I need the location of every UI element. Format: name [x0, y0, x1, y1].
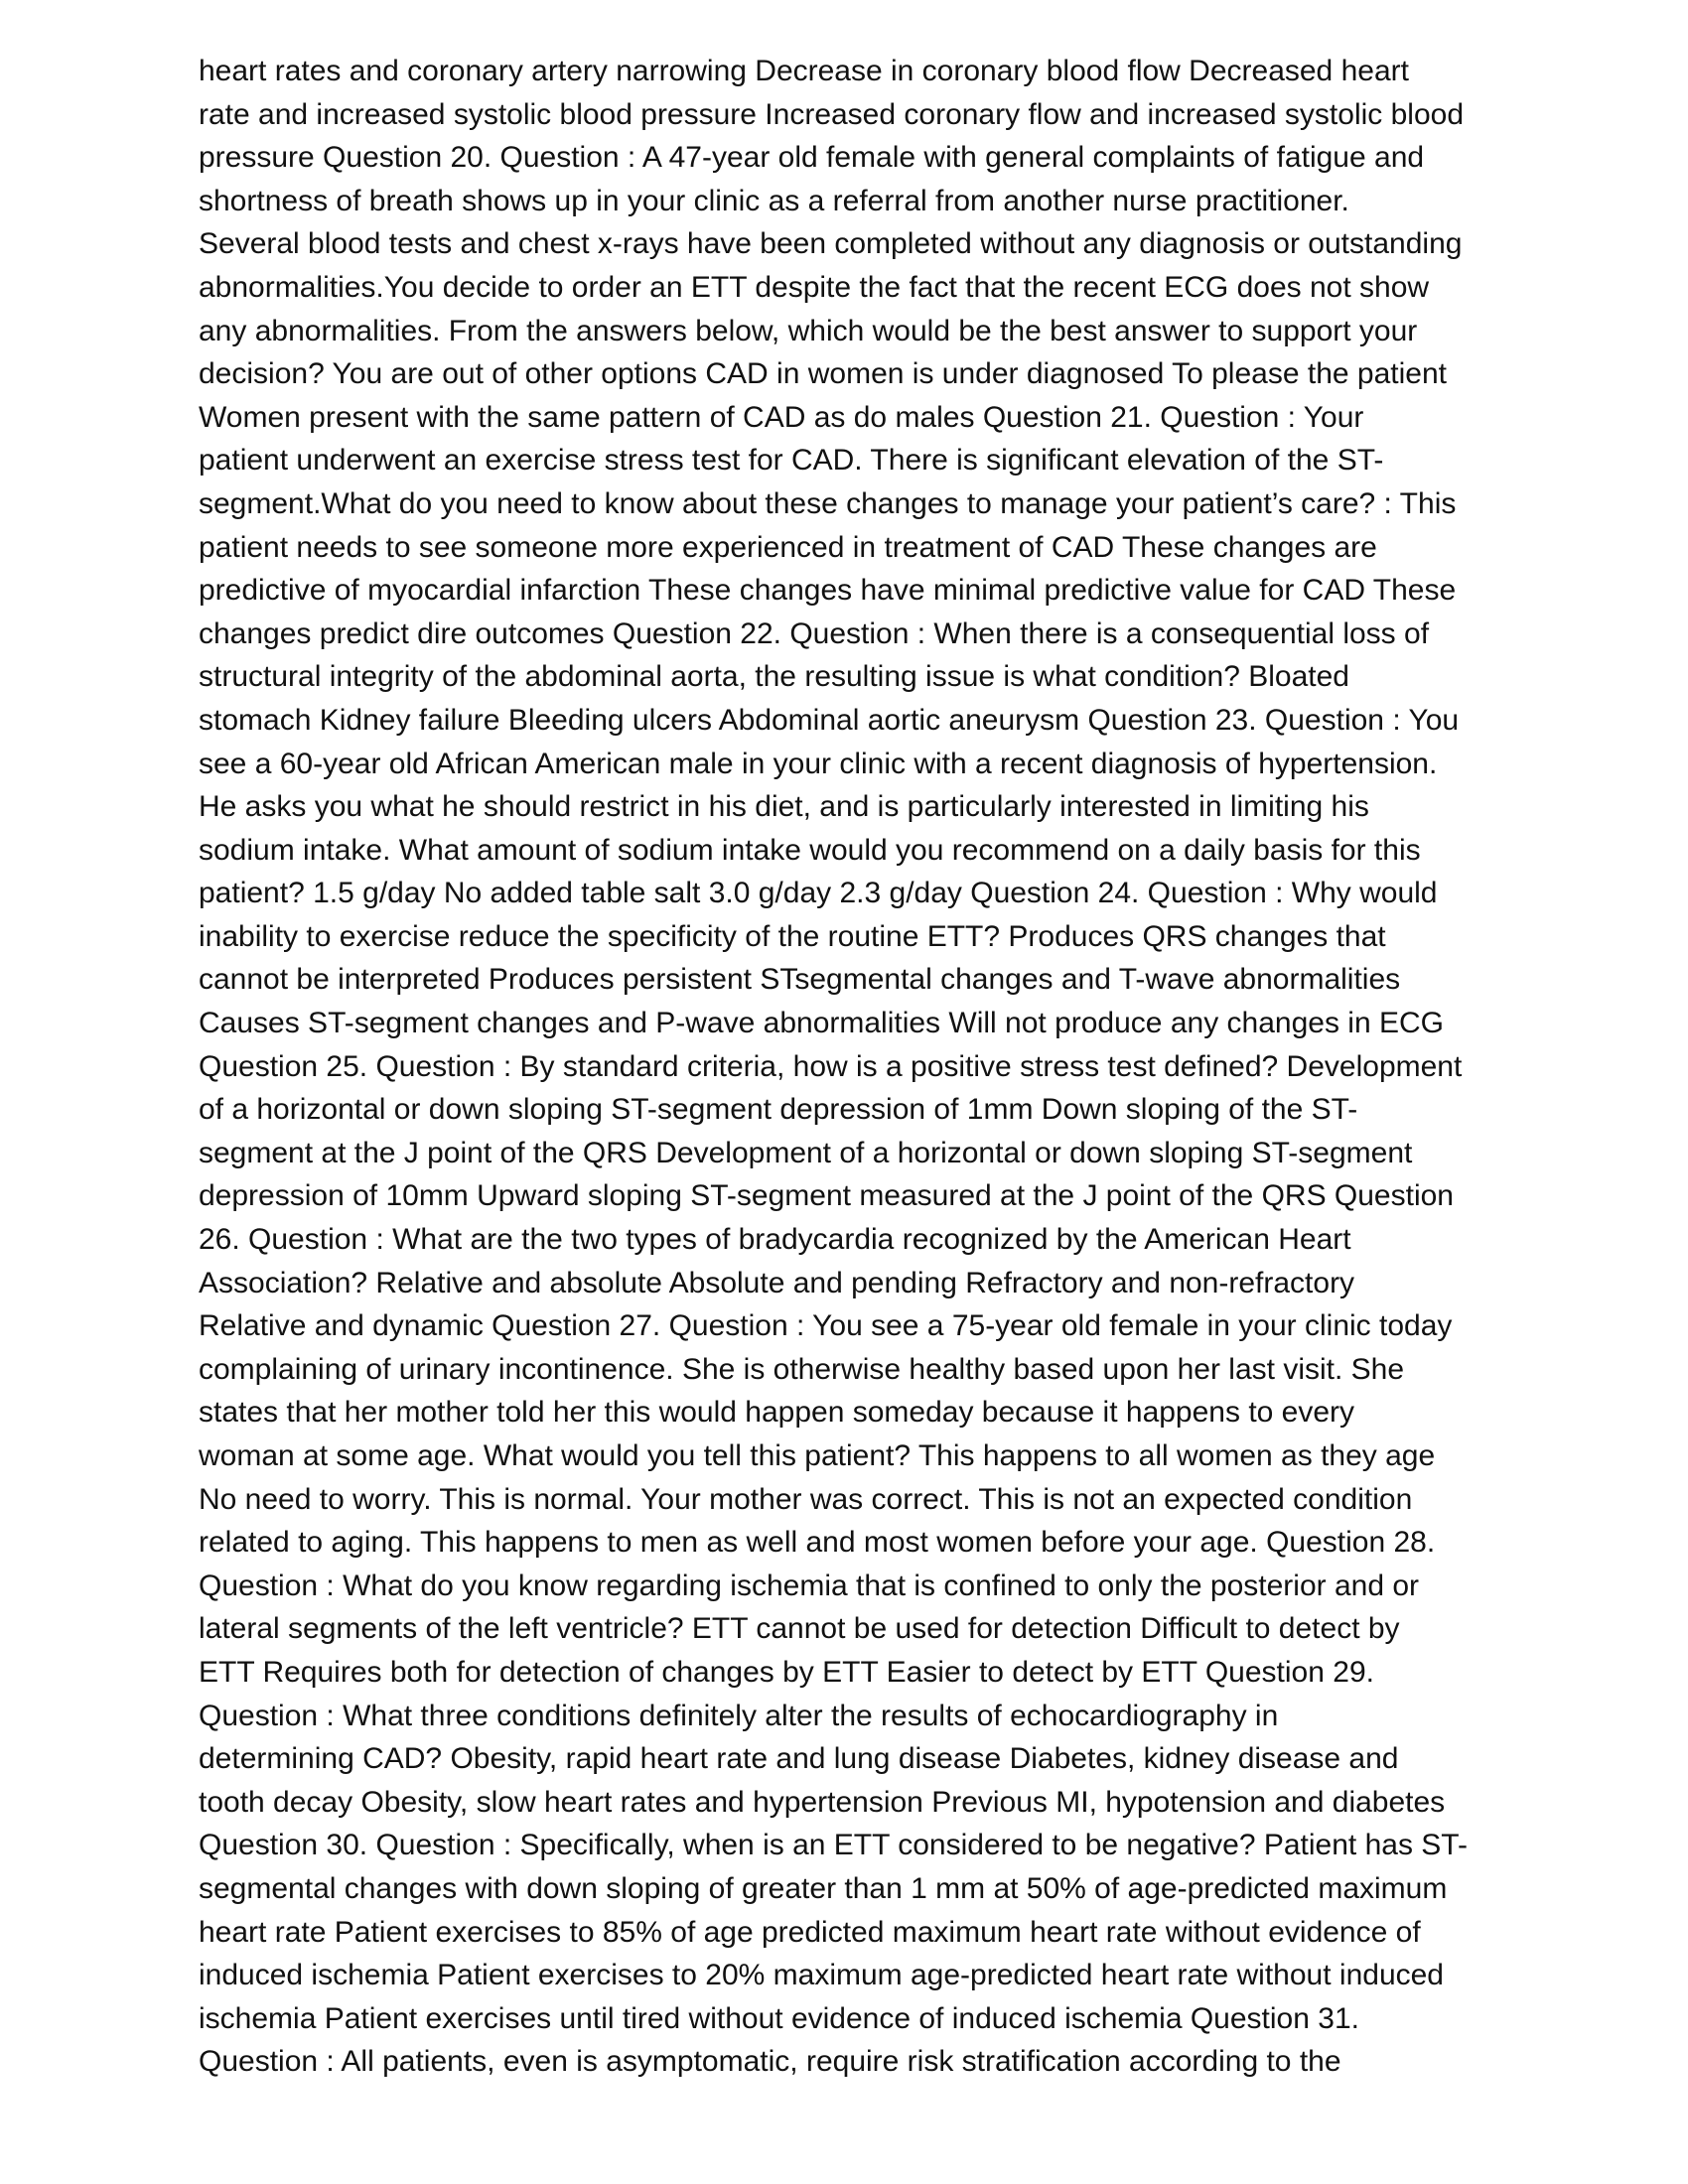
text-line: Question : What do you know regarding ischemia that is confined to only the posterior and or: [199, 1569, 1420, 1602]
text-line: pressure Question 20. Question : A 47-year old female with general complaints of fatigue and: [199, 141, 1425, 175]
text-line: heart rates and coronary artery narrowing Decrease in coronary blood flow Decreased heart: [199, 55, 1409, 87]
text-line: Women present with the same pattern of CAD as do males Question 21. Question : Your: [199, 400, 1364, 434]
document-body-text: [199, 50, 1489, 2084]
text-line: Question : All patients, even is asymptomatic, require risk stratification according to the: [199, 2045, 1341, 2079]
text-line: patient underwent an exercise stress test for CAD. There is significant elevation of the ST-: [199, 444, 1384, 478]
text-line: induced ischemia Patient exercises to 20% maximum age-predicted heart rate without induced: [199, 1959, 1444, 1992]
text-line: cannot be interpreted Produces persistent STsegmental changes and T-wave abnormalities: [199, 963, 1401, 997]
text-line: 26. Question : What are the two types of bradycardia recognized by the American Heart: [199, 1223, 1351, 1257]
text-line: depression of 10mm Upward sloping ST-segment measured at the J point of the QRS Question: [199, 1179, 1454, 1213]
text-line: Causes ST-segment changes and P-wave abnormalities Will not produce any changes in ECG: [199, 1007, 1444, 1040]
text-line: ischemia Patient exercises until tired without evidence of induced ischemia Question 31.: [199, 2001, 1359, 2035]
text-line: shortness of breath shows up in your clinic as a referral from another nurse practitioner.: [199, 184, 1349, 217]
text-line: of a horizontal or down sloping ST-segment depression of 1mm Down sloping of the ST-: [199, 1093, 1358, 1127]
text-line: segmental changes with down sloping of greater than 1 mm at 50% of age-predicted maximum: [199, 1871, 1448, 1905]
text-line: Relative and dynamic Question 27. Question : You see a 75-year old female in your clinic today: [199, 1309, 1453, 1343]
text-line: tooth decay Obesity, slow heart rates and hypertension Previous MI, hypotension and diabetes: [199, 1785, 1446, 1819]
text-line: patient needs to see someone more experienced in treatment of CAD These changes are: [199, 530, 1377, 564]
text-line: inability to exercise reduce the specificity of the routine ETT? Produces QRS changes that: [199, 919, 1386, 953]
text-line: Several blood tests and chest x-rays have been completed without any diagnosis or outstanding: [199, 227, 1463, 261]
text-line: heart rate Patient exercises to 85% of age predicted maximum heart rate without evidence of: [199, 1915, 1421, 1949]
text-line: predictive of myocardial infarction These changes have minimal predictive value for CAD These: [199, 574, 1457, 608]
text-line: any abnormalities. From the answers below, which would be the best answer to support your: [199, 314, 1418, 347]
text-line: changes predict dire outcomes Question 22. Question : When there is a consequential loss of: [199, 616, 1430, 650]
text-line: structural integrity of the abdominal aorta, the resulting issue is what condition? Bloated: [199, 660, 1349, 694]
text-line: states that her mother told her this would happen someday because it happens to every: [199, 1396, 1355, 1430]
text-line: Question : What three conditions definitely alter the results of echocardiography in: [199, 1699, 1279, 1732]
text-line: segment.What do you need to know about these changes to manage your patient’s care? : This: [199, 486, 1457, 520]
text-line: related to aging. This happens to men as well and most women before your age. Question 28.: [199, 1526, 1436, 1560]
text-line: lateral segments of the left ventricle? ETT cannot be used for detection Difficult to detect by: [199, 1612, 1400, 1646]
text-line: Question 30. Question : Specifically, when is an ETT considered to be negative? Patient has ST-: [199, 1829, 1468, 1862]
text-line: rate and increased systolic blood pressure Increased coronary flow and increased systolic blood: [199, 97, 1465, 131]
text-line: abnormalities.You decide to order an ETT despite the fact that the recent ECG does not show: [199, 270, 1430, 304]
text-line: ETT Requires both for detection of changes by ETT Easier to detect by ETT Question 29.: [199, 1655, 1374, 1689]
text-line: Association? Relative and absolute Absolute and pending Refractory and non-refractory: [199, 1266, 1355, 1299]
text-line: complaining of urinary incontinence. She is otherwise healthy based upon her last visit. She: [199, 1352, 1405, 1386]
text-line: He asks you what he should restrict in his diet, and is particularly interested in limiting his: [199, 790, 1369, 824]
text-line: determining CAD? Obesity, rapid heart rate and lung disease Diabetes, kidney disease and: [199, 1742, 1399, 1776]
text-line: see a 60-year old African American male in your clinic with a recent diagnosis of hypertension.: [199, 747, 1438, 780]
text-line: stomach Kidney failure Bleeding ulcers Abdominal aortic aneurysm Question 23. Question : You: [199, 703, 1460, 737]
text-line: segment at the J point of the QRS Development of a horizontal or down sloping ST-segment: [199, 1136, 1413, 1169]
text-line: patient? 1.5 g/day No added table salt 3.0 g/day 2.3 g/day Question 24. Question : Why would: [199, 877, 1438, 910]
text-line: Question 25. Question : By standard criteria, how is a positive stress test defined? Development: [199, 1049, 1463, 1083]
text-line: No need to worry. This is normal. Your mother was correct. This is not an expected condition: [199, 1482, 1413, 1516]
text-line: decision? You are out of other options CAD in women is under diagnosed To please the patient: [199, 357, 1447, 391]
text-line: sodium intake. What amount of sodium intake would you recommend on a daily basis for this: [199, 833, 1421, 867]
text-line: woman at some age. What would you tell this patient? This happens to all women as they age: [199, 1439, 1436, 1472]
